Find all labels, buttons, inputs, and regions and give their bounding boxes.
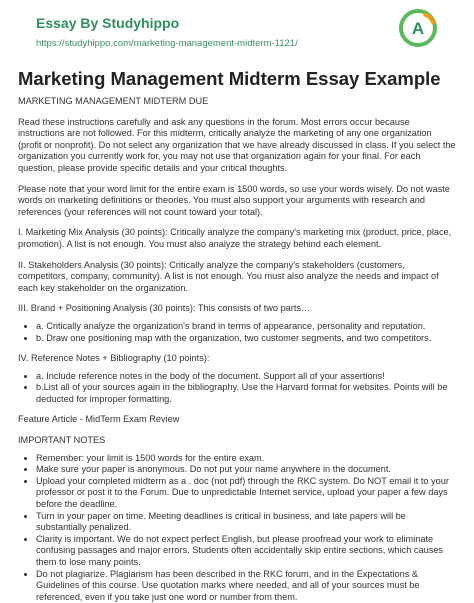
- important-notes-list: [18, 453, 456, 603]
- feature-article: Feature Article - MidTerm Exam Review: [18, 414, 180, 425]
- page-title: Marketing Management Midterm Essay Example: [18, 68, 441, 89]
- paragraph-references: IV. Reference Notes + Bibliography (10 points):: [18, 353, 210, 364]
- studyhippo-logo-icon: [398, 8, 438, 48]
- source-url[interactable]: https://studyhippo.com/marketing-management-midterm-1121/: [36, 38, 298, 49]
- paragraph-stakeholders: II. Stakeholders Analysis (30 points): Critically analyze the company's stakeholders (customers, competitors, company, community). A list is not enough. You must also analyze the needs and impact of each key stakeholder on the organization.: [18, 259, 439, 293]
- logo-letter: A: [411, 19, 425, 38]
- list-item: • b.List all of your sources again in the bibliography. Use the Harvard format for websites. Points will be deducted for improper formatting.: [36, 382, 456, 405]
- essay-body: [18, 96, 456, 603]
- references-list: [18, 371, 456, 406]
- list-item: • Turn in your paper on time. Meeting deadlines is critical in business, and late papers will be substantially penalized.: [36, 511, 456, 534]
- list-item: • a. Critically analyze the organization's brand in terms of appearance, personality and reputation.: [36, 321, 456, 333]
- paragraph-heading: MARKETING MANAGEMENT MIDTERM DUE: [18, 96, 209, 106]
- important-notes-heading: IMPORTANT NOTES: [18, 435, 106, 446]
- list-item: • Remember: your limit is 1500 words for the entire exam.: [36, 453, 456, 465]
- list-item: • a. Include reference notes in the body of the document. Support all of your assertions!: [36, 371, 456, 383]
- list-item: • b. Draw one positioning map with the organization, two customer segments, and two competitors.: [36, 333, 456, 345]
- list-item: • Clarity is important. We do not expect perfect English, but please proofread your work to eliminate confusing passages and major errors. Students often accidentally skip entire sections, which causes them to lose many points.: [36, 534, 456, 569]
- list-item: • Upload your completed midterm as a . doc (not pdf) through the RKC system. Do NOT email it to your professor or post it to the Forum. Due to unpredictable Internet service, upload your paper a few days before the deadline.: [36, 476, 456, 511]
- paragraph-instructions: Read these instructions carefully and ask any questions in the forum. Most errors occur because instructions are not followed. For this midterm, critically analyze the marketing of any one organization (profit or nonprofit). Do not select any organization that we have already discussed in class. If you select the organization you currently work for, you may not use that organization again for your final. For each question, please provide specific details and your critical thoughts.: [18, 116, 456, 173]
- paragraph-marketing-mix: I. Marketing Mix Analysis (30 points): Critically analyze the company's marketing mix (product, price, place, promotion). A list is not enough. You must also analyze the strategy behind each element.: [18, 227, 452, 249]
- site-name[interactable]: Essay By Studyhippo: [36, 15, 180, 31]
- list-item: • Make sure your paper is anonymous. Do not put your name anywhere in the document.: [36, 464, 456, 476]
- paragraph-brand-positioning: III. Brand + Positioning Analysis (30 points): This consists of two parts…: [18, 303, 311, 314]
- page-header: [18, 0, 456, 64]
- list-item: • Do not plagiarize. Plagiarism has been described in the RKC forum, and in the Expectations & Guidelines of this course. Use quotation marks where needed, and all of your sources must be referenced, even if you take just one word or number from them.: [36, 569, 456, 603]
- brand-list: [18, 321, 456, 344]
- paragraph-word-limit: Please note that your word limit for the entire exam is 1500 words, so use your words wisely. Do not waste words on marketing definitions or theories. You must also support your arguments with research and references (your references will not count toward your total).: [18, 183, 450, 217]
